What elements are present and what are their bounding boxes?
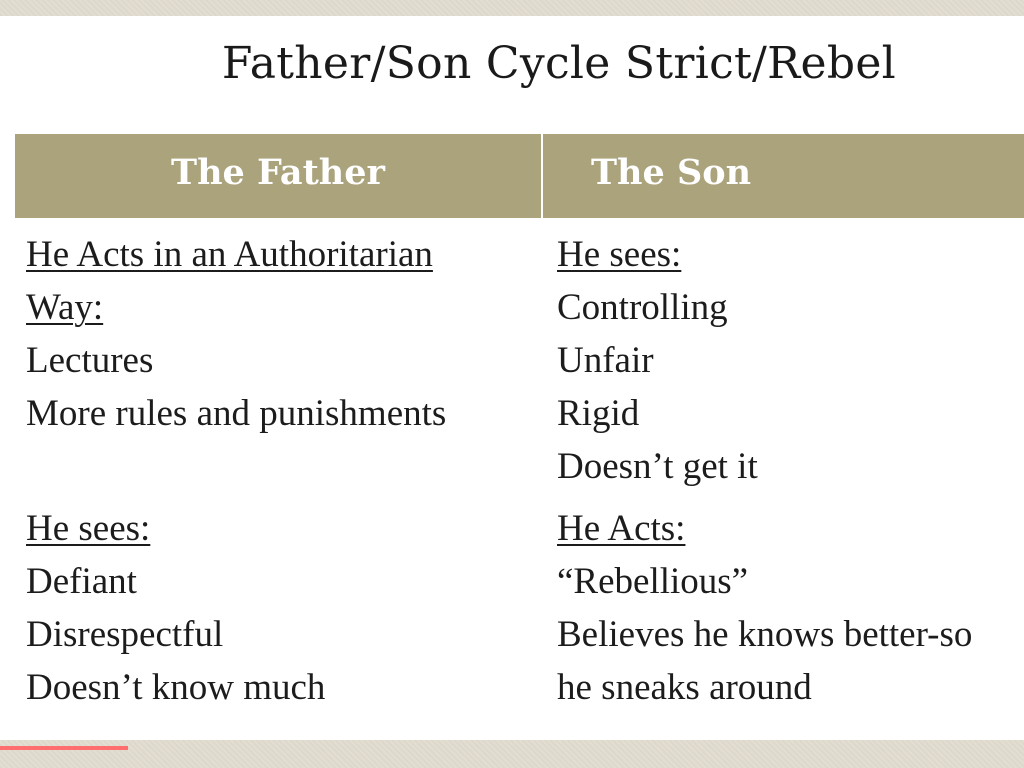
father-action-item: Lectures — [26, 340, 154, 381]
son-sees-item: Controlling — [557, 287, 728, 328]
son-sees-item: Rigid — [557, 393, 640, 434]
son-column — [557, 228, 972, 714]
son-acts-item: he sneaks around — [557, 667, 812, 708]
slide-progress-bar — [0, 746, 128, 750]
father-sees-item: Disrespectful — [26, 614, 224, 655]
father-blank-line — [26, 440, 446, 493]
father-sees-item: Defiant — [26, 561, 137, 602]
header-father: The Father — [15, 134, 543, 218]
father-column — [26, 228, 446, 714]
slide-title: Father/Son Cycle Strict/Rebel — [221, 38, 897, 89]
son-acts-item: Believes he knows better-so — [557, 614, 973, 655]
son-sees-item: Unfair — [557, 340, 654, 381]
son-acts-heading: He Acts: — [557, 508, 686, 549]
father-action-heading-cont: Way: — [26, 287, 104, 328]
father-action-heading: He Acts in an Authoritarian — [26, 234, 433, 275]
son-acts-item: “Rebellious” — [557, 561, 749, 602]
son-sees-item: Doesn’t get it — [557, 446, 758, 487]
son-sees-heading: He sees: — [557, 234, 682, 275]
table-header-row — [15, 134, 1024, 218]
father-action-item: More rules and punishments — [26, 393, 447, 434]
father-sees-item: Doesn’t know much — [26, 667, 326, 708]
father-sees-heading: He sees: — [26, 508, 151, 549]
header-son: The Son — [591, 151, 752, 193]
slide — [0, 16, 1024, 740]
